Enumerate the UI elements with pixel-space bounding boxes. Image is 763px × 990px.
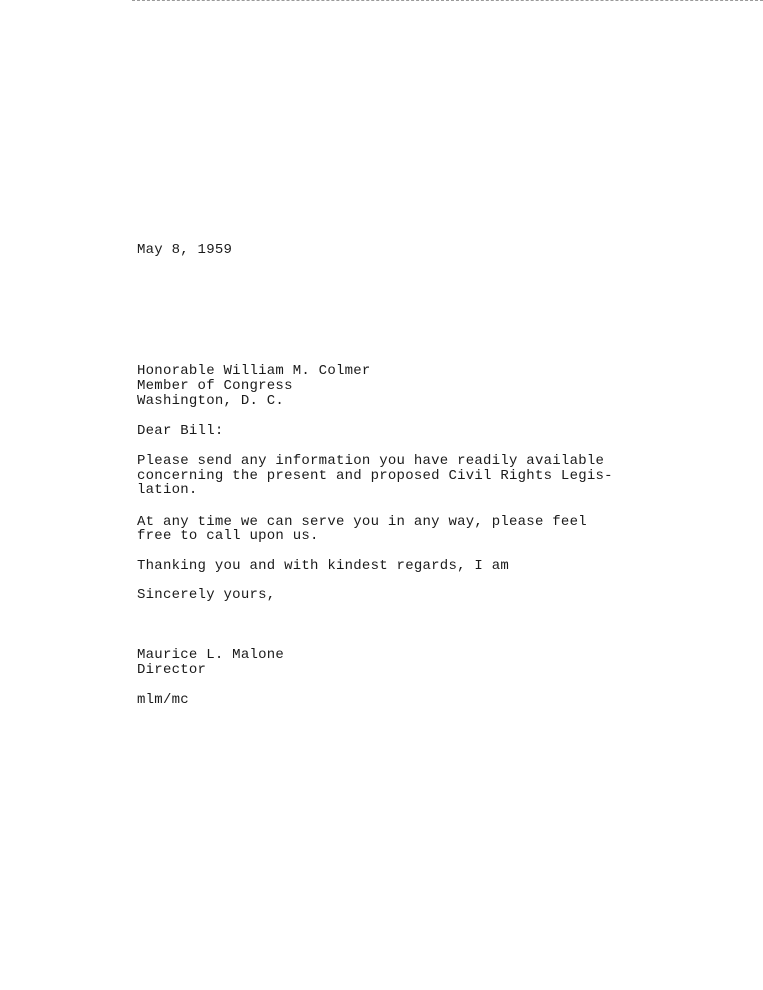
signer-title: Director	[137, 662, 207, 678]
body-paragraph-1-line-2: concerning the present and proposed Civil Rights Legis-	[137, 468, 613, 484]
signer-name: Maurice L. Malone	[137, 647, 285, 663]
body-paragraph-2-line-2: free to call upon us.	[137, 528, 319, 544]
salutation: Dear Bill:	[137, 423, 224, 439]
closing: Sincerely yours,	[137, 587, 276, 603]
letter-date: May 8, 1959	[137, 242, 233, 258]
reference-initials: mlm/mc	[137, 692, 189, 708]
body-paragraph-3: Thanking you and with kindest regards, I am	[137, 558, 510, 574]
page-top-edge	[132, 0, 763, 1]
body-paragraph-1-line-3: lation.	[137, 482, 198, 498]
body-paragraph-2-line-1: At any time we can serve you in any way, please feel	[137, 514, 587, 530]
recipient-name: Honorable William M. Colmer	[137, 363, 371, 379]
body-paragraph-1-line-1: Please send any information you have readily available	[137, 453, 605, 469]
recipient-city: Washington, D. C.	[137, 393, 285, 409]
recipient-title: Member of Congress	[137, 378, 293, 394]
